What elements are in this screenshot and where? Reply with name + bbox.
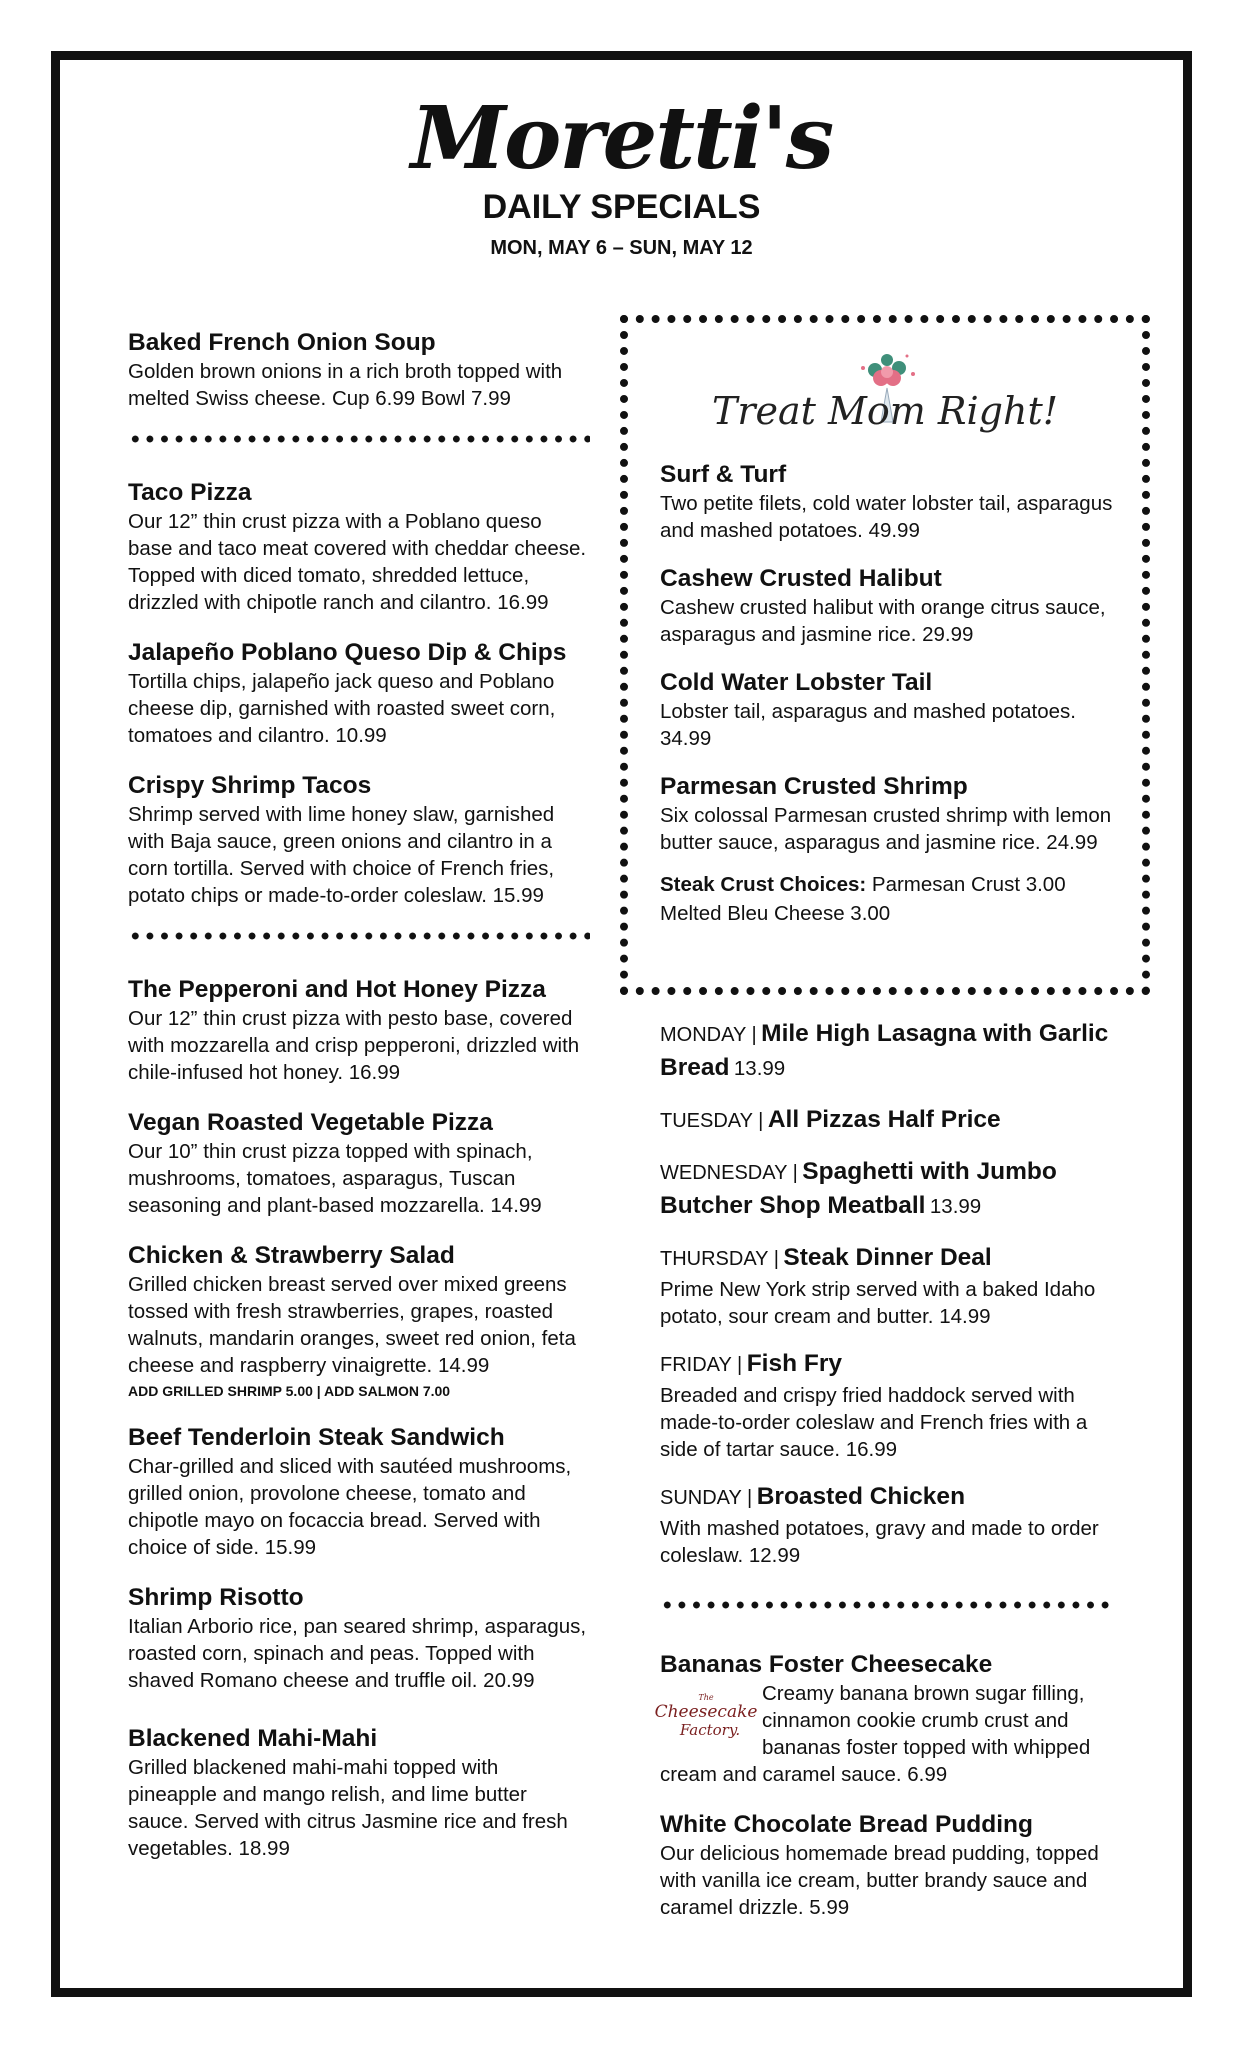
- daily-special: [660, 1104, 1130, 1138]
- item-name: Baked French Onion Soup: [128, 329, 436, 356]
- item-description: Italian Arborio rice, pan seared shrimp, asparagus, roasted corn, spinach and peas. Topped with shaved Romano cheese and truffle oil. 20.99: [128, 1615, 587, 1692]
- menu-item: [660, 668, 1130, 752]
- day-label: FRIDAY |: [660, 1354, 743, 1376]
- svg-text:Cheesecake: Cheesecake: [654, 1702, 758, 1722]
- steak-crust-choices: [660, 870, 1130, 928]
- special-description: Breaded and crispy fried haddock served with made-to-order coleslaw and French fries with a side of tartar sauce. 16.99: [660, 1384, 1088, 1461]
- special-name: Broasted Chicken: [756, 1483, 966, 1510]
- svg-text:Factory.: Factory.: [679, 1721, 741, 1739]
- day-label: TUESDAY |: [660, 1110, 764, 1132]
- menu-item: [128, 771, 590, 909]
- menu-item: [660, 564, 1130, 648]
- special-price: 13.99: [929, 1195, 982, 1218]
- item-description: Char-grilled and sliced with sautéed mushrooms, grilled onion, provolone cheese, tomato and chipotle mayo on focaccia bread. Served with choice of side. 15.99: [128, 1455, 572, 1559]
- item-name: Cold Water Lobster Tail: [660, 669, 933, 696]
- daily-special: [660, 1242, 1130, 1330]
- item-description: Cashew crusted halibut with orange citrus sauce, asparagus and jasmine rice. 29.99: [660, 596, 1106, 646]
- item-name: Blackened Mahi-Mahi: [128, 1725, 378, 1752]
- daily-special: [660, 1018, 1130, 1086]
- item-name: Shrimp Risotto: [128, 1584, 304, 1611]
- left-column: [128, 328, 590, 1884]
- item-description: Our 12” thin crust pizza with a Poblano queso base and taco meat covered with cheddar cheese. Topped with diced tomato, shredded lettuce, drizzled with chipotle ranch and cilantro. 16.99: [128, 510, 587, 614]
- special-name: Steak Dinner Deal: [783, 1244, 992, 1271]
- dotted-divider: [660, 1600, 1115, 1610]
- item-name: Jalapeño Poblano Queso Dip & Chips: [128, 639, 567, 666]
- mothers-day-items: [660, 460, 1130, 928]
- item-description: Golden brown onions in a rich broth topped with melted Swiss cheese. Cup 6.99 Bowl 7.99: [128, 360, 563, 410]
- daily-special: [660, 1348, 1130, 1463]
- menu-item: [128, 478, 590, 616]
- desserts: [654, 1650, 1130, 1943]
- menu-item: [660, 1810, 1130, 1921]
- menu-item: [128, 1108, 590, 1219]
- item-name: Parmesan Crusted Shrimp: [660, 773, 968, 800]
- item-description: Shrimp served with lime honey slaw, garnished with Baja sauce, green onions and cilantro in a corn tortilla. Served with choice of French fries, potato chips or made-to-order coleslaw. 15.99: [128, 803, 555, 907]
- menu-item: [128, 638, 590, 749]
- svg-text:The: The: [698, 1693, 714, 1702]
- item-description: Lobster tail, asparagus and mashed potatoes. 34.99: [660, 700, 1076, 750]
- special-description: Prime New York strip served with a baked Idaho potato, sour cream and butter. 14.99: [660, 1278, 1096, 1328]
- restaurant-logo: Moretti's: [410, 88, 833, 189]
- item-name: Beef Tenderloin Steak Sandwich: [128, 1424, 505, 1451]
- special-name: Mile High Lasagna with Garlic Bread: [660, 1020, 1109, 1081]
- cheesecake-factory-logo: [654, 1686, 758, 1744]
- item-name: The Pepperoni and Hot Honey Pizza: [128, 976, 546, 1003]
- date-range: MON, MAY 6 – SUN, MAY 12: [490, 237, 753, 259]
- item-description: Grilled chicken breast served over mixed greens tossed with fresh strawberries, grapes, roasted walnuts, mandarin oranges, sweet red onion, feta cheese and raspberry vinaigrette. 14.99: [128, 1273, 576, 1377]
- item-name: Cashew Crusted Halibut: [660, 565, 942, 592]
- item-description: Our 10” thin crust pizza topped with spinach, mushrooms, tomatoes, asparagus, Tuscan seasoning and plant-based mozzarella. 14.99: [128, 1140, 542, 1217]
- dotted-divider: [128, 931, 590, 941]
- menu-item: [660, 772, 1130, 856]
- day-label: WEDNESDAY |: [660, 1162, 798, 1184]
- daily-special: [660, 1156, 1130, 1224]
- menu-item: [128, 328, 590, 412]
- menu-item: [128, 975, 590, 1086]
- item-name: Chicken & Strawberry Salad: [128, 1242, 455, 1269]
- special-name: Spaghetti with Jumbo Butcher Shop Meatball: [660, 1158, 1057, 1219]
- item-description: Grilled blackened mahi-mahi topped with pineapple and mango relish, and lime butter sauce. Served with citrus Jasmine rice and fresh vegetables. 18.99: [128, 1756, 568, 1860]
- item-description: Our 12” thin crust pizza with pesto base, covered with mozzarella and crisp pepperoni, drizzled with chile-infused hot honey. 16.99: [128, 1007, 580, 1084]
- special-name: All Pizzas Half Price: [767, 1106, 1001, 1133]
- daily-special: [660, 1481, 1130, 1569]
- item-name: Bananas Foster Cheesecake: [660, 1651, 993, 1678]
- item-description: Six colossal Parmesan crusted shrimp with lemon butter sauce, asparagus and jasmine rice. 24.99: [660, 804, 1112, 854]
- day-label: THURSDAY |: [660, 1248, 779, 1270]
- item-name: Taco Pizza: [128, 479, 252, 506]
- item-name: White Chocolate Bread Pudding: [660, 1811, 1033, 1838]
- menu-item: [660, 460, 1130, 544]
- item-description: Two petite filets, cold water lobster tail, asparagus and mashed potatoes. 49.99: [660, 492, 1113, 542]
- item-addon: ADD GRILLED SHRIMP 5.00 | ADD SALMON 7.00: [128, 1383, 451, 1399]
- menu-item: [128, 1423, 590, 1561]
- menu-item: [654, 1650, 1130, 1788]
- promo-title: Treat Mom Right!: [711, 389, 1058, 433]
- special-name: Fish Fry: [746, 1350, 842, 1377]
- special-price: 13.99: [733, 1057, 786, 1080]
- item-description: Our delicious homemade bread pudding, topped with vanilla ice cream, butter brandy sauce and caramel drizzle. 5.99: [660, 1842, 1099, 1919]
- item-name: Vegan Roasted Vegetable Pizza: [128, 1109, 493, 1136]
- item-description: Creamy banana brown sugar filling, cinnamon cookie crumb crust and bananas foster topped with whipped cream and caramel sauce. 6.99: [660, 1682, 1091, 1786]
- day-label: MONDAY |: [660, 1024, 757, 1046]
- page-title: DAILY SPECIALS: [482, 188, 761, 226]
- daily-specials: [660, 1018, 1130, 1587]
- item-name: Surf & Turf: [660, 461, 787, 488]
- menu-item: [128, 1724, 590, 1862]
- dotted-divider: [128, 434, 590, 444]
- item-name: Crispy Shrimp Tacos: [128, 772, 372, 799]
- menu-item: [128, 1583, 590, 1694]
- item-description: Tortilla chips, jalapeño jack queso and Poblano cheese dip, garnished with roasted sweet corn, tomatoes and cilantro. 10.99: [128, 670, 556, 747]
- special-description: With mashed potatoes, gravy and made to order coleslaw. 12.99: [660, 1517, 1099, 1567]
- day-label: SUNDAY |: [660, 1487, 753, 1509]
- menu-item: [128, 1241, 590, 1401]
- crust-option: Melted Bleu Cheese 3.00: [660, 902, 891, 925]
- crust-option: Parmesan Crust 3.00: [871, 873, 1066, 896]
- crust-label: Steak Crust Choices:: [660, 873, 867, 896]
